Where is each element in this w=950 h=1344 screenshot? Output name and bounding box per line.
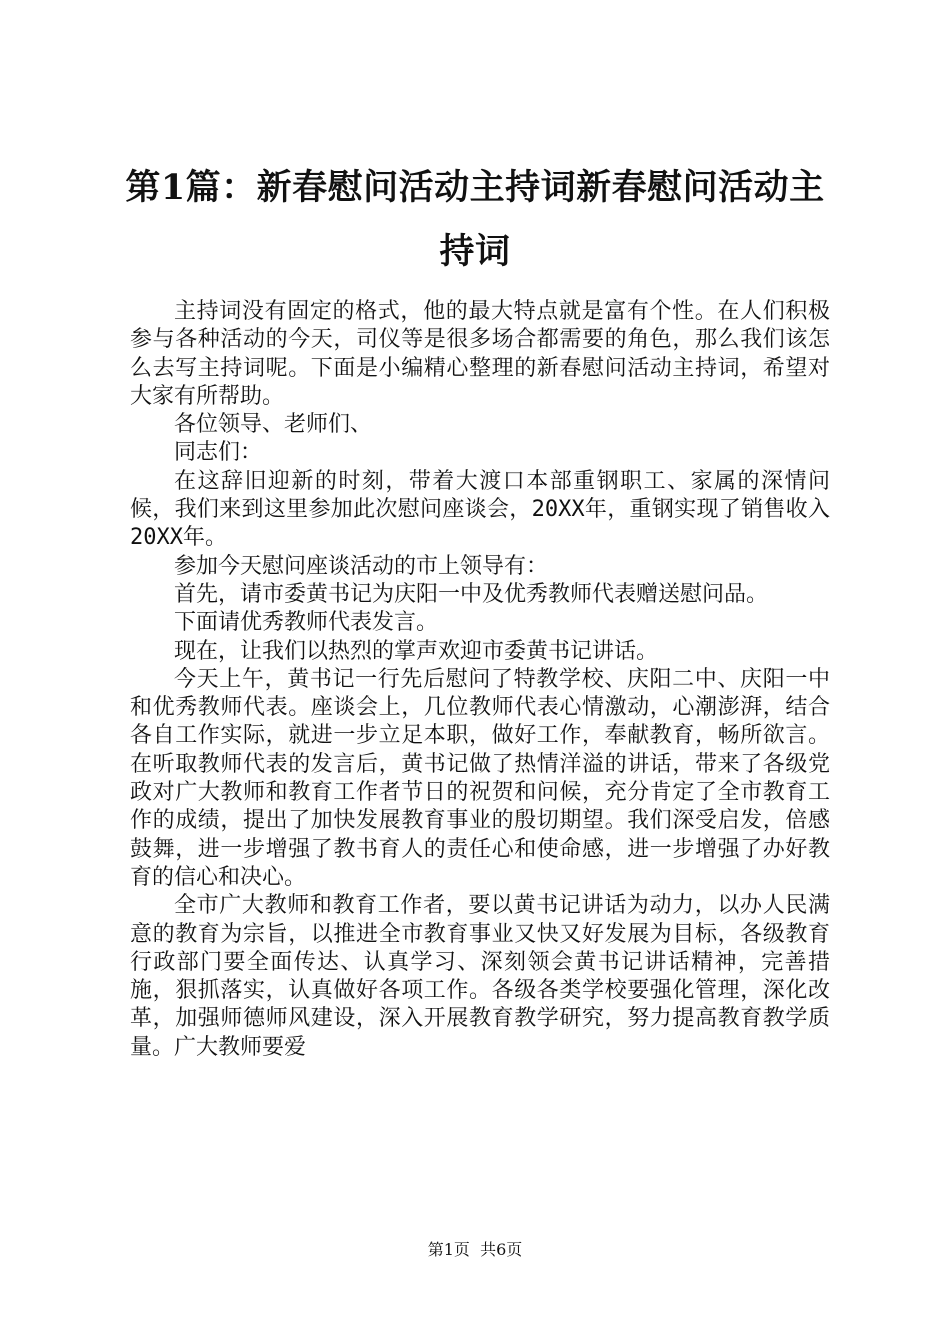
page-number: 第1页 [427, 1240, 470, 1259]
paragraph: 同志们： [174, 440, 263, 466]
page-footer [0, 1240, 950, 1260]
paragraph: 现在，让我们以热烈的掌声欢迎市委黄书记讲话。 [174, 638, 659, 664]
paragraph: 全市广大教师和教育工作者，要以黄书记讲话为动力，以办人民满意的教育为宗旨，以推进全市教育事业又快又好发展为目标，各级教育行政部门要全面传达、认真学习、深刻领会黄书记讲话精神，完善措施，狠抓落实，认真做好各项工作。各级各类学校要强化管理，深化改革，加强师德师风建设，深入开展教育教学研究，努力提高教育教学质量。广大教师要爱 [130, 893, 830, 1060]
paragraph: 下面请优秀教师代表发言。 [174, 610, 439, 636]
paragraph: 主持词没有固定的格式，他的最大特点就是富有个性。在人们积极参与各种活动的今天，司仪等是很多场合都需要的角色，那么我们该怎么去写主持词呢。下面是小编精心整理的新春慰问活动主持词，希望对大家有所帮助。 [130, 299, 830, 409]
page-total: 共6页 [480, 1240, 523, 1259]
document-body [130, 298, 830, 1062]
paragraph: 参加今天慰问座谈活动的市上领导有： [174, 553, 549, 579]
document-title: 第1篇：新春慰问活动主持词新春慰问活动主持词 [125, 167, 825, 272]
paragraph: 首先，请市委黄书记为庆阳一中及优秀教师代表赠送慰问品。 [174, 581, 769, 607]
paragraph: 各位领导、老师们、 [174, 412, 373, 438]
paragraph: 今天上午，黄书记一行先后慰问了特教学校、庆阳二中、庆阳一中和优秀教师代表。座谈会上，几位教师代表心情激动，心潮澎湃，结合各自工作实际，就进一步立足本职，做好工作，奉献教育，畅所欲言。在听取教师代表的发言后，黄书记做了热情洋溢的讲话，带来了各级党政对广大教师和教育工作者节日的祝贺和问候，充分肯定了全市教育工作的成绩，提出了加快发展教育事业的殷切期望。我们深受启发，倍感鼓舞，进一步增强了教书育人的责任心和使命感，进一步增强了办好教育的信心和决心。 [130, 666, 830, 890]
paragraph: 在这辞旧迎新的时刻，带着大渡口本部重钢职工、家属的深情问候，我们来到这里参加此次慰问座谈会，20XX年，重钢实现了销售收入20XX年。 [130, 468, 830, 551]
